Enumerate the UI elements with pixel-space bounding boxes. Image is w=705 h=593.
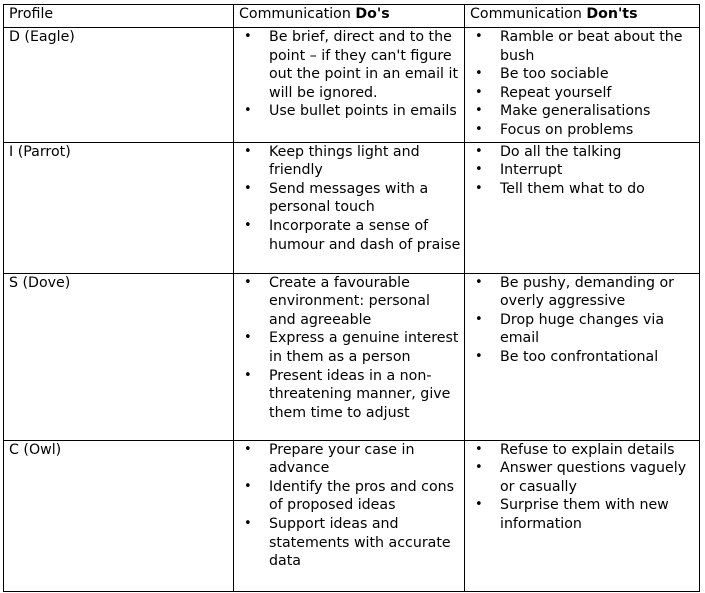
profile-cell: C (Owl): [4, 440, 234, 591]
dos-cell: [234, 440, 465, 591]
list-item: • Interrupt: [470, 161, 696, 180]
list-item: • Do all the talking: [470, 143, 696, 162]
list-item: • Use bullet points in emails: [239, 102, 461, 121]
list-item: • Be pushy, demanding or overly aggressive: [470, 274, 696, 311]
dos-list: [239, 274, 461, 423]
list-item: • Drop huge changes via email: [470, 311, 696, 348]
header-profile: Profile: [4, 5, 234, 28]
list-item: • Support ideas and statements with accurate data: [239, 515, 461, 571]
header-dos-bold: Do's: [355, 6, 390, 22]
list-item: • Repeat yourself: [470, 84, 696, 103]
list-item: • Tell them what to do: [470, 180, 696, 199]
list-item: • Present ideas in a non-threatening manner, give them time to adjust: [239, 367, 461, 423]
table-header-row: [4, 5, 700, 28]
communication-profile-table: [3, 4, 700, 592]
table-row: [4, 142, 700, 273]
profile-cell: D (Eagle): [4, 28, 234, 143]
list-item: • Be too confrontational: [470, 348, 696, 367]
donts-cell: [465, 440, 700, 591]
donts-cell: [465, 142, 700, 273]
profile-cell: I (Parrot): [4, 142, 234, 273]
list-item: • Be brief, direct and to the point – if they can't figure out the point in an email it will be ignored.: [239, 28, 461, 102]
list-item: • Create a favourable environment: personal and agreeable: [239, 274, 461, 330]
dos-list: [239, 143, 461, 255]
list-item: • Answer questions vaguely or casually: [470, 459, 696, 496]
list-item: • Surprise them with new information: [470, 496, 696, 533]
profile-cell: S (Dove): [4, 273, 234, 440]
table-row: [4, 28, 700, 143]
dos-list: [239, 441, 461, 571]
dos-cell: [234, 142, 465, 273]
donts-list: [470, 28, 696, 140]
list-item: • Ramble or beat about the bush: [470, 28, 696, 65]
donts-list: [470, 274, 696, 367]
donts-cell: [465, 28, 700, 143]
list-item: • Make generalisations: [470, 102, 696, 121]
table-row: [4, 273, 700, 440]
dos-list: [239, 28, 461, 121]
donts-cell: [465, 273, 700, 440]
list-item: • Keep things light and friendly: [239, 143, 461, 180]
list-item: • Focus on problems: [470, 121, 696, 140]
dos-cell: [234, 273, 465, 440]
donts-list: [470, 441, 696, 534]
header-dos: [234, 5, 465, 28]
header-donts-prefix: Communication: [470, 6, 587, 22]
list-item: • Incorporate a sense of humour and dash of praise: [239, 217, 461, 254]
header-donts: [465, 5, 700, 28]
list-item: • Identify the pros and cons of proposed ideas: [239, 478, 461, 515]
list-item: • Prepare your case in advance: [239, 441, 461, 478]
header-dos-prefix: Communication: [239, 6, 356, 22]
list-item: • Send messages with a personal touch: [239, 180, 461, 217]
header-donts-bold: Don'ts: [586, 6, 638, 22]
list-item: • Express a genuine interest in them as a person: [239, 329, 461, 366]
dos-cell: [234, 28, 465, 143]
donts-list: [470, 143, 696, 199]
list-item: • Be too sociable: [470, 65, 696, 84]
list-item: • Refuse to explain details: [470, 441, 696, 460]
table-row: [4, 440, 700, 591]
